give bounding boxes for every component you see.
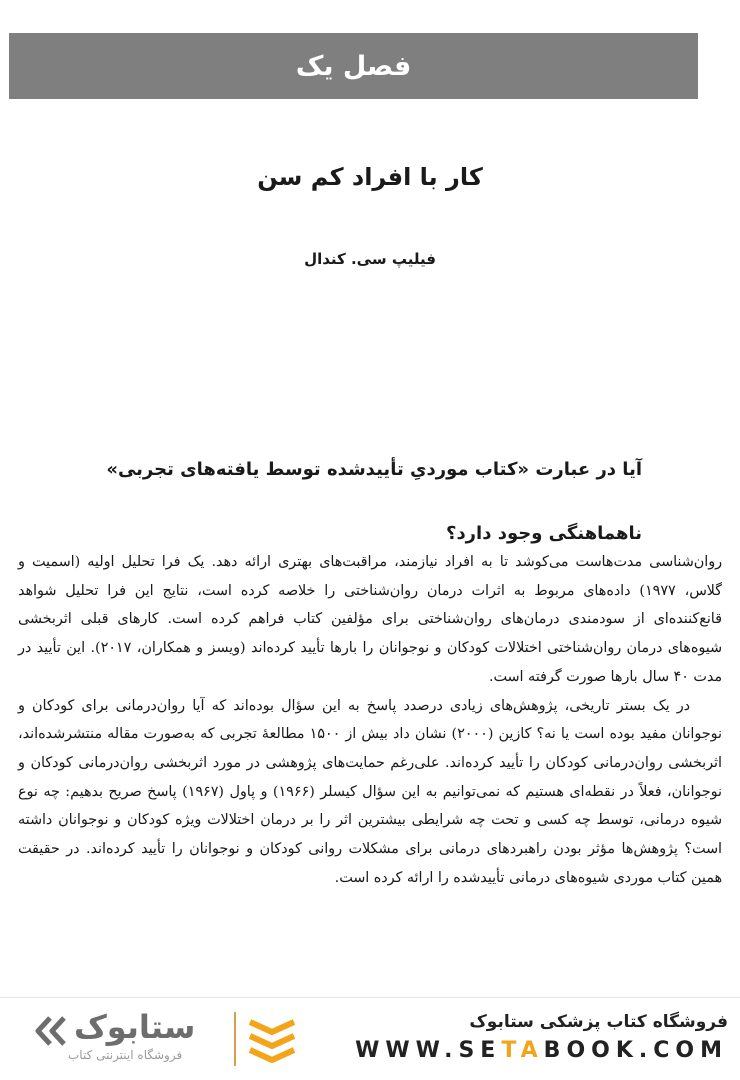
chapter-label: فصل یک	[295, 50, 412, 82]
banner-text	[355, 1012, 728, 1063]
chapter-title: کار با افراد کم سن	[257, 163, 483, 191]
page-fade-overlay	[0, 930, 740, 1000]
double-chevron-icon	[34, 1014, 68, 1048]
logo-tagline: فروشگاه اینترنتی کتاب	[68, 1048, 183, 1062]
url-suffix: BOOK.COM	[543, 1038, 728, 1063]
book-stack-icon	[246, 1012, 298, 1068]
paragraph: روان‌شناسی مدت‌هاست می‌کوشد تا به افراد نیازمند، مراقبت‌های بهتری ارائه دهد. یک فرا تحلیل اولیه (اسمیت و گلاس، ۱۹۷۷) داده‌های مربوط به اثرات درمان روان‌شناختی را خلاصه کرده است، نتایج این فرا تحلیل شواهد قانع‌کننده‌ای از سودمندی درمان‌های روان‌شناختی برای مؤلفین کتاب فراهم کرده است. کارهای قبلی اثربخشی شیوه‌های درمان روان‌شناختی اختلالات کودکان و نوجوانان را بارها تأیید کرده‌اند (ویسز و همکاران، ۲۰۱۷). این تأیید در مدت ۴۰ سال بارها صورت گرفته است.	[18, 554, 722, 685]
chapter-author: فیلیپ سی. کندال	[304, 250, 436, 268]
store-banner[interactable]	[0, 997, 740, 1080]
store-name: فروشگاه کتاب پزشکی ستابوک	[469, 1012, 728, 1032]
url-prefix: WWW.SE	[355, 1038, 502, 1063]
url-accent: TA	[501, 1038, 544, 1063]
section-heading: آیا در عبارت «کتاب موردیِ تأییدشده توسط یافته‌های تجربی» ناهماهنگی وجود دارد؟	[106, 459, 642, 544]
logo-divider	[234, 1012, 236, 1066]
store-url[interactable]	[355, 1038, 728, 1063]
store-logo[interactable]	[34, 1006, 294, 1072]
paragraph: در یک بستر تاریخی، پژوهش‌های زیادی درصدد پاسخ به این سؤال بوده‌اند که آیا روان‌درمانی برای کودکان و نوجوانان مفید بوده است یا نه؟ کازین (۲۰۰۰) نشان داد بیش از ۱۵۰۰ مطالعهٔ تجربی که به‌صورت مقاله منتشرشده‌اند، اثربخشی روان‌درمانی کودکان را تأیید کرده‌اند. علی‌رغم حمایت‌های پژوهشی در مورد اثربخشی روان‌درمانی کودکان و نوجوانان، فعلاً در نقطه‌ای هستیم که نمی‌توانیم به این سؤال کیسلر (۱۹۶۶) و پاول (۱۹۶۷) پاسخ صریح بدهیم: چه نوع شیوه درمانی، توسط چه کسی و تحت چه شرایطی بیشترین اثر را بر درمان اختلالات ویژه کودکان و نوجوانان داشته است؟ پژوهش‌ها مؤثر بودن راهبردهای درمانی برای مشکلات روانی کودکان و نوجوانان را تأیید کرده‌اند. در حقیقت همین کتاب موردی شیوه‌های درمانی تأییدشده را ارائه کرده است.	[18, 697, 722, 886]
chapter-header-bar	[9, 33, 698, 99]
logo-wordmark: ستابوک	[74, 1008, 196, 1046]
body-text	[18, 548, 722, 892]
